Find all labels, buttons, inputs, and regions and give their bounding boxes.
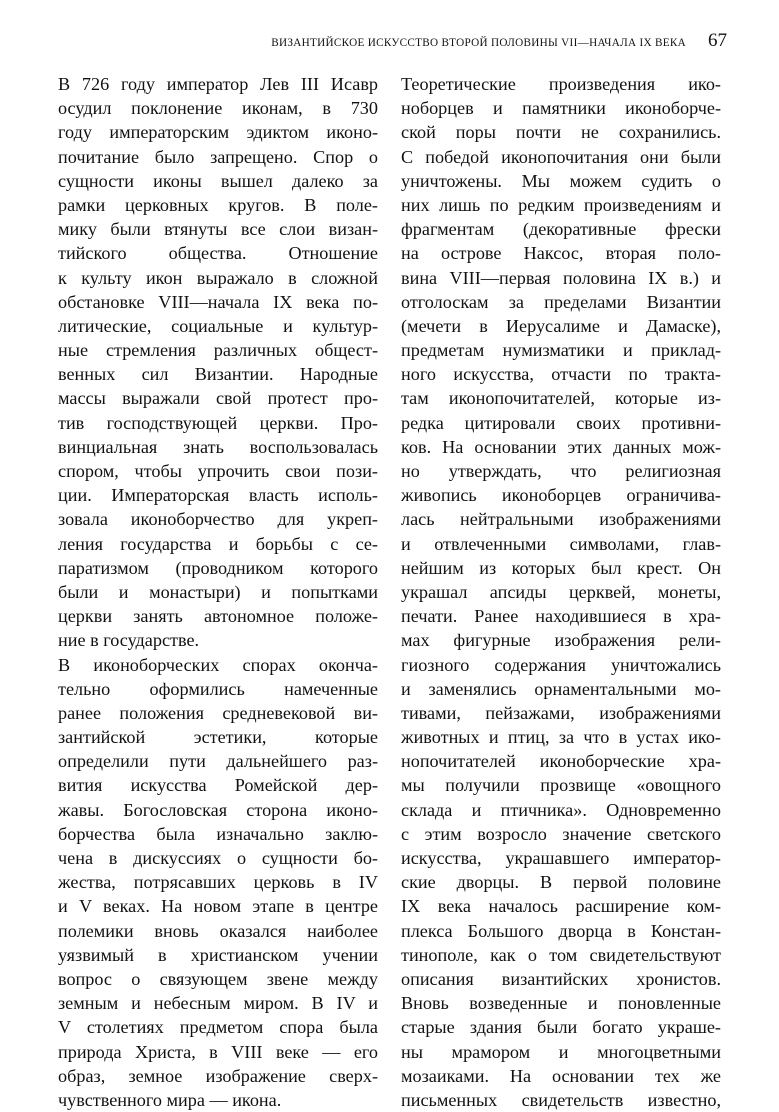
text-line: В 726 году император Лев III Исавр [58, 74, 378, 94]
text-line: (мечети в Иерусалиме и Дамаске), [401, 315, 721, 336]
left-text-column [58, 72, 378, 1112]
text-line: ного искусства, отчасти по тракта- [401, 364, 721, 385]
text-line: уничтожены. Мы можем судить о [401, 170, 721, 191]
text-line: тельно оформились намеченные [58, 678, 378, 699]
text-line: склада и птичника». Одновременно [401, 799, 721, 820]
text-line: ции. Императорская власть исполь- [58, 485, 378, 506]
text-line: и отвлеченными символами, глав- [401, 533, 721, 554]
text-line: гиозного содержания уничтожались [401, 654, 721, 675]
text-line: мику были втянуты все слои визан- [58, 219, 378, 240]
text-line: нопочитателей иконоборческие хра- [401, 751, 721, 772]
text-line: С победой иконопочитания они были [401, 146, 721, 167]
text-line: тинополе, как о том свидетельствуют [401, 944, 721, 965]
text-line: ные стремления различных общест- [58, 340, 378, 361]
text-line: зовала иконоборчество для укреп- [58, 509, 378, 530]
text-line: были и монастыри) и попытками [58, 581, 378, 602]
text-line: чена в дискуссиях о сущности бо- [58, 848, 378, 868]
text-line: но утверждать, что религиозная [401, 461, 721, 481]
text-line: них лишь по редким произведениям и [401, 194, 721, 215]
text-line: плекса Большого дворца в Констан- [401, 920, 721, 941]
text-line: нейшим из которых был крест. Он [401, 557, 721, 578]
text-line: паратизмом (проводником которого [58, 557, 378, 578]
text-line: земным и небесным миром. В IV и [58, 993, 378, 1014]
text-line: лась нейтральными изображениями [401, 509, 721, 530]
text-line: украшал апсиды церквей, монеты, [401, 581, 721, 602]
right-text-column [401, 72, 721, 1112]
text-line: уязвимый в христианском учении [58, 944, 378, 965]
text-line: живопись иконоборцев ограничива- [401, 485, 721, 506]
text-line: на острове Наксос, вторая поло- [401, 243, 721, 264]
text-line: винциальная знать воспользовалась [58, 436, 378, 457]
text-line: почитание было запрещено. Спор о [58, 146, 378, 167]
text-line: ской поры почти не сохранились. [401, 122, 721, 143]
text-line: ноборцев и памятники иконоборче- [401, 98, 721, 119]
text-line: и заменялись орнаментальными мо- [401, 678, 721, 699]
text-line: описания византийских хронистов. [401, 968, 721, 989]
text-line: тийского общества. Отношение [58, 243, 378, 264]
text-line: искусства, украшавшего император- [401, 848, 721, 868]
text-line: году императорским эдиктом иконо- [58, 122, 378, 143]
text-line: вопрос о связующем звене между [58, 968, 378, 989]
text-line: тив господствующей церкви. Про- [58, 412, 378, 433]
text-line: определили пути дальнейшего раз- [58, 751, 378, 772]
text-line: отголоскам за пределами Византии [401, 291, 721, 312]
text-line: природа Христа, в VIII веке — его [58, 1041, 378, 1062]
text-line: ранее положения средневековой ви- [58, 702, 378, 723]
text-line: V столетиях предметом спора была [58, 1017, 378, 1038]
text-line: с этим возросло значение светского [401, 823, 721, 844]
page-number: 67 [708, 30, 727, 51]
text-line: фрагментам (декоративные фрески [401, 219, 721, 240]
text-line: к культу икон выражало в сложной [58, 267, 378, 288]
text-line: ления государства и борьбы с се- [58, 533, 378, 554]
text-line: ские дворцы. В первой половине [401, 872, 721, 893]
text-line: вития искусства Ромейской дер- [58, 775, 378, 796]
text-line: венных сил Византии. Народные [58, 364, 378, 385]
text-line: IX века началось расширение ком- [401, 896, 721, 917]
text-line: литические, социальные и культур- [58, 315, 378, 336]
text-line: зантийской эстетики, которые [58, 727, 378, 748]
text-line: жавы. Богословская сторона иконо- [58, 799, 378, 820]
text-line: рамки церковных кругов. В поле- [58, 194, 378, 215]
text-line: ние в государстве. [58, 630, 200, 651]
text-line: массы выражали свой протест про- [58, 388, 378, 409]
text-line: мозаиками. На основании тех же [401, 1065, 721, 1086]
text-line: и V веках. На новом этапе в центре [58, 896, 378, 917]
text-line: Вновь возведенные и поновленные [401, 993, 721, 1014]
text-line: обстановке VIII—начала IX века по- [58, 291, 378, 312]
text-line: мах фигурные изображения рели- [401, 630, 721, 651]
text-line: полемики вновь оказался наиболее [58, 920, 378, 941]
text-line: мы получили прозвище «овощного [401, 775, 721, 796]
text-line: образ, земное изображение сверх- [58, 1065, 378, 1086]
text-line: письменных свидетельств известно, [401, 1089, 721, 1110]
text-line: спором, чтобы упрочить свои пози- [58, 461, 378, 481]
running-title: ВИЗАНТИЙСКОЕ ИСКУССТВО ВТОРОЙ ПОЛОВИНЫ VII—НАЧАЛА IX ВЕКА [271, 37, 686, 49]
text-line: чувственного мира — икона. [58, 1089, 282, 1110]
text-line: старые здания были богато украше- [401, 1017, 721, 1038]
running-header [271, 30, 727, 56]
text-line: там иконопочитателей, которые из- [401, 388, 721, 409]
text-line: редка цитировали своих противни- [401, 412, 721, 433]
text-line: осудил поклонение иконам, в 730 [58, 98, 378, 119]
text-line: церкви занять автономное положе- [58, 606, 378, 627]
text-line: тивами, пейзажами, изображениями [401, 702, 721, 723]
text-line: предметам нумизматики и приклад- [401, 340, 721, 361]
text-line: В иконоборческих спорах оконча- [58, 654, 378, 675]
text-line: сущности иконы вышел далеко за [58, 170, 378, 191]
text-line: ны мрамором и многоцветными [401, 1041, 721, 1062]
text-line: ков. На основании этих данных мож- [401, 436, 721, 457]
text-line: Теоретические произведения ико- [401, 74, 721, 94]
text-line: борчества была изначально заклю- [58, 823, 378, 844]
text-line: печати. Ранее находившиеся в хра- [401, 606, 721, 627]
text-line: жества, потрясавших церковь в IV [58, 872, 378, 893]
text-line: животных и птиц, за что в устах ико- [401, 727, 721, 748]
text-line: вина VIII—первая половина IX в.) и [401, 267, 721, 288]
